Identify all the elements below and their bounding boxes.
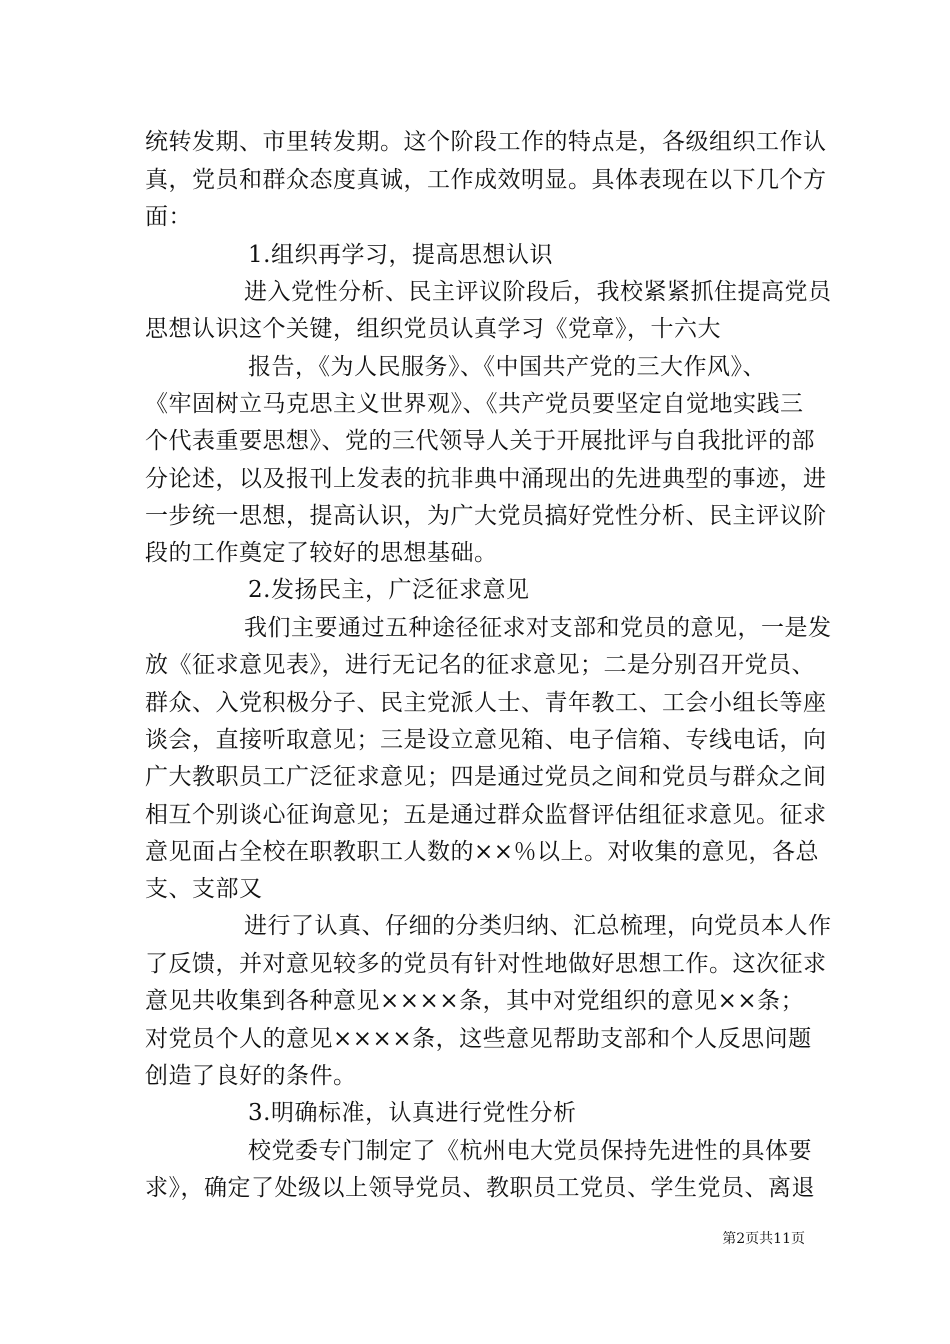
section-heading: 3.明确标准，认真进行党性分析: [248, 1100, 577, 1126]
text-line: 真，党员和群众态度真诚，工作成效明显。具体表现在以下几个方: [145, 167, 827, 193]
text-line: 报告，《为人民服务》、《中国共产党的三大作风》、: [248, 354, 766, 380]
page-number: 第2页共11页: [722, 1231, 805, 1247]
text-line: 《牢固树立马克思主义世界观》、《共产党员要坚定自觉地实践三: [145, 391, 804, 417]
text-line: 统转发期、市里转发期。这个阶段工作的特点是，各级组织工作认: [145, 129, 827, 155]
text-line: 个代表重要思想》、党的三代领导人关于开展批评与自我批评的部: [145, 428, 815, 454]
text-line: 进入党性分析、民主评议阶段后，我校紧紧抓住提高党员: [244, 279, 832, 305]
text-line: 对党员个人的意见××××条，这些意见帮助支部和个人反思问题: [145, 1026, 812, 1052]
text-line: 相互个别谈心征询意见；五是通过群众监督评估组征求意见。征求: [145, 802, 827, 828]
text-line: 校党委专门制定了《杭州电大党员保持先进性的具体要: [248, 1138, 812, 1164]
text-line: 广大教职员工广泛征求意见；四是通过党员之间和党员与群众之间: [145, 764, 827, 790]
section-heading: 2.发扬民主，广泛征求意见: [248, 577, 530, 603]
text-line: 意见面占全校在职教职工人数的××％以上。对收集的意见，各总: [145, 839, 820, 865]
text-line: 思想认识这个关键，组织党员认真学习《党章》，十六大: [145, 316, 721, 342]
text-line: 意见共收集到各种意见××××条，其中对党组织的意见××条；: [145, 988, 805, 1014]
text-line: 创造了良好的条件。: [145, 1063, 357, 1089]
text-line: 我们主要通过五种途径征求对支部和党员的意见，一是发: [244, 615, 832, 641]
section-heading: 1.组织再学习，提高思想认识: [248, 242, 553, 268]
text-line: 了反馈，并对意见较多的党员有针对性地做好思想工作。这次征求: [145, 951, 827, 977]
text-line: 群众、入党积极分子、民主党派人士、青年教工、工会小组长等座: [145, 690, 827, 716]
text-line: 段的工作奠定了较好的思想基础。: [145, 540, 498, 566]
text-line: 求》，确定了处级以上领导党员、教职员工党员、学生党员、离退: [145, 1175, 815, 1201]
text-line: 分论述，以及报刊上发表的抗非典中涌现出的先进典型的事迹，进: [145, 466, 827, 492]
text-line: 一步统一思想，提高认识，为广大党员搞好党性分析、民主评议阶: [145, 503, 827, 529]
text-line: 进行了认真、仔细的分类归纳、汇总梳理，向党员本人作: [244, 913, 832, 939]
text-line: 支、支部又: [145, 876, 263, 902]
text-line: 放《征求意见表》，进行无记名的征求意见；二是分别召开党员、: [145, 652, 815, 678]
text-line: 谈会，直接听取意见；三是设立意见箱、电子信箱、专线电话，向: [145, 727, 827, 753]
text-line: 面：: [145, 204, 192, 230]
